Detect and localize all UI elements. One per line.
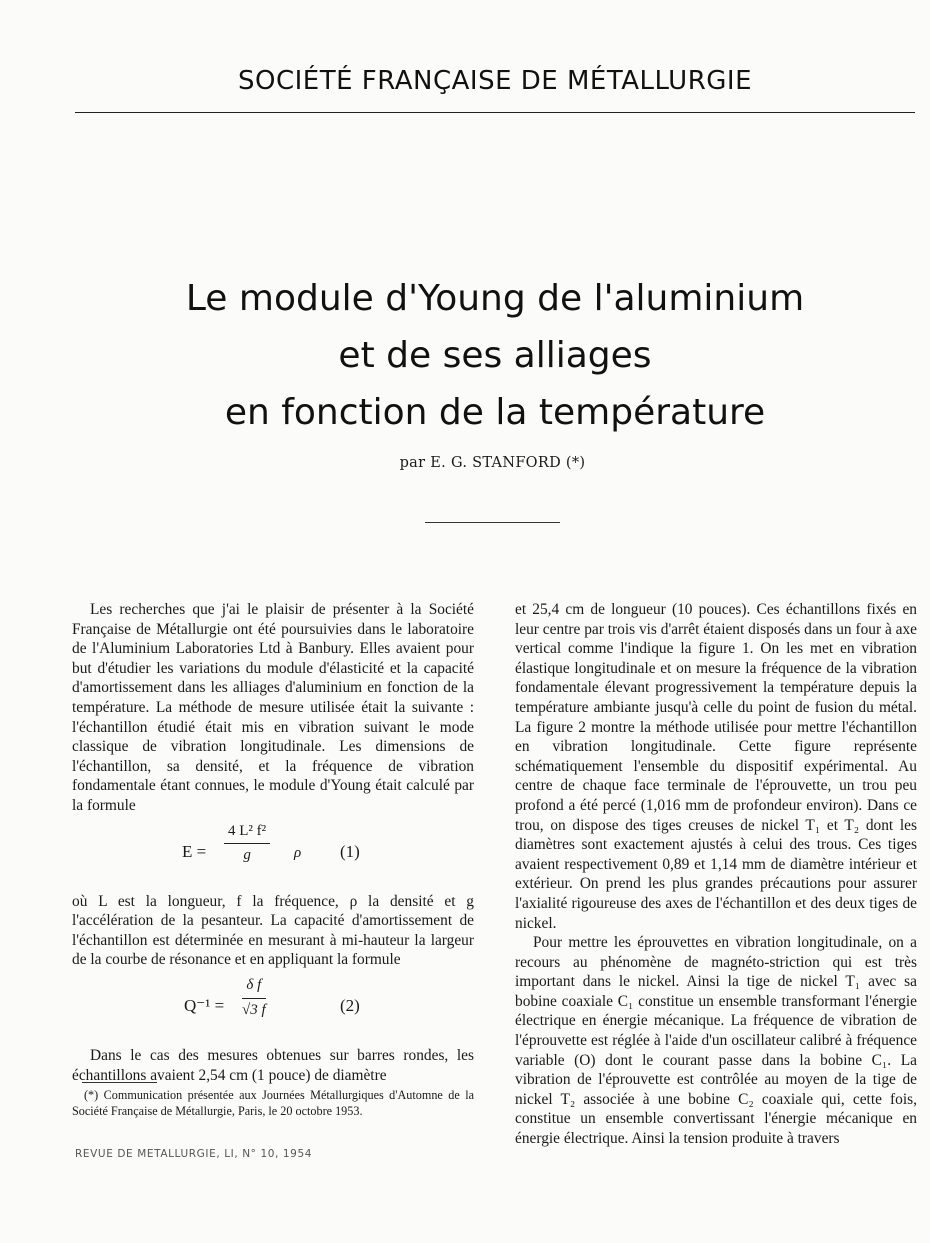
eq2-denominator: √3 f — [242, 1001, 266, 1018]
equation-2 — [72, 976, 474, 1038]
footnote: (*) Communication présentée aux Journées Métallurgiques d'Automne de la Société Française de Métallurgie, Paris, le 20 octobre 1953. — [72, 1088, 474, 1118]
paragraph-samples: Dans le cas des mesures obtenues sur barres rondes, les échantillons avaient 2,54 cm (1 pouce) de diamètre — [72, 1046, 474, 1084]
eq1-lhs: E = — [182, 841, 207, 861]
paragraph-magnetostriction: Pour mettre les éprouvettes en vibration longitudinale, on a recours au phénomène de magnéto-striction qui est très important dans le nickel. Ainsi la tige de nickel T₁ avec sa bobine coaxiale C₁ constitue un ensemble transformant l'énergie électrique en énergie mécanique. La fréquence de vibration de l'éprouvette est réglée à l'aide d'un oscillateur calibré à fréquence variable (O) dont le courant passe dans la bobine C₁. La vibration de l'éprouvette est contrôlée au moyen de la tige de nickel T₂ associée à une bobine C₂ coaxiale qui, cette fois, constitue un ensemble convertissant l'énergie mécanique en énergie électrique. Ainsi la tension produite à travers — [515, 934, 917, 1148]
header-rule — [75, 112, 915, 113]
journal-reference: REVUE DE METALLURGIE, LI, N° 10, 1954 — [75, 1148, 313, 1160]
eq2-lhs: Q⁻¹ = — [184, 995, 225, 1015]
author-byline: par E. G. STANFORD (*) — [399, 455, 586, 471]
title-line-2: et de ses alliages — [338, 335, 652, 376]
eq2-fraction-bar — [242, 998, 266, 999]
equation-1 — [72, 822, 474, 884]
eq2-fraction — [242, 976, 266, 1020]
article-title — [0, 270, 930, 441]
left-column — [72, 600, 474, 1085]
eq2-numerator: δ f — [246, 976, 262, 993]
eq1-number: (1) — [340, 841, 360, 861]
paragraph-variables: où L est la longueur, f la fréquence, ρ la densité et g l'accélération de la pesanteur. La capacité d'amortissement de l'échantillon est déterminée en mesurant à mi-hauteur la largeur de la courbe de résonance et en appliquant la formule — [72, 892, 474, 969]
title-line-3: en fonction de la température — [224, 392, 766, 433]
eq1-fraction-bar — [224, 843, 270, 844]
paragraph-intro: Les recherches que j'ai le plaisir de présenter à la Société Française de Métallurgie ont été poursuivies dans le laboratoire de l'Aluminium Laboratories Ltd à Banbury. Elles avaient pour but d'étudier les variations du module d'élasticité et la capacité d'amortissement dans les alliages d'aluminium en fonction de la température. La méthode de mesure utilisée était la suivante : l'échantillon étudié était mis en vibration suivant le mode classique de vibration longitudinale. Les dimensions de l'échantillon, sa densité, et la fréquence de vibration fondamentale étant connues, le module d'Young était calculé par la formule — [72, 601, 474, 814]
eq1-density-symbol: ρ — [294, 844, 302, 861]
eq1-fraction — [224, 822, 270, 866]
footnote-rule — [82, 1082, 157, 1083]
title-line-1: Le module d'Young de l'aluminium — [185, 278, 805, 319]
eq2-number: (2) — [340, 995, 360, 1015]
paragraph-apparatus: et 25,4 cm de longueur (10 pouces). Ces échantillons fixés en leur centre par trois vis d'arrêt étaient disposés dans un four à axe vertical comme l'indique la figure 1. On les met en vibration élastique longitudinale et on mesure la fréquence de la vibration fondamentale élevant progressivement la température depuis la température ambiante jusqu'à celle du point de fusion du métal. La figure 2 montre la méthode utilisée pour mettre l'échantillon en vibration longitudinale. Cette figure représente schématiquement l'ensemble du dispositif expérimental. Au centre de chaque face terminale de l'éprouvette, un trou peu profond a été percé (1,016 mm de profondeur environ). Dans ce trou, on dispose des tiges creuses de nickel T₁ et T₂ dont les diamètres sont exactement ajustés à celui des trous. Ces tiges avaient respectivement 0,89 et 1,14 mm de diamètre intérieur et extérieur. On prend les plus grandes précautions pour assurer l'axialité rigoureuse des axes de l'échantillon et des deux tiges de nickel. — [515, 601, 917, 932]
title-divider — [425, 522, 560, 523]
society-header: SOCIÉTÉ FRANÇAISE DE MÉTALLURGIE — [237, 66, 753, 96]
eq1-numerator: 4 L² f² — [228, 822, 267, 839]
eq1-denominator: g — [243, 847, 251, 864]
right-column — [515, 600, 917, 1149]
